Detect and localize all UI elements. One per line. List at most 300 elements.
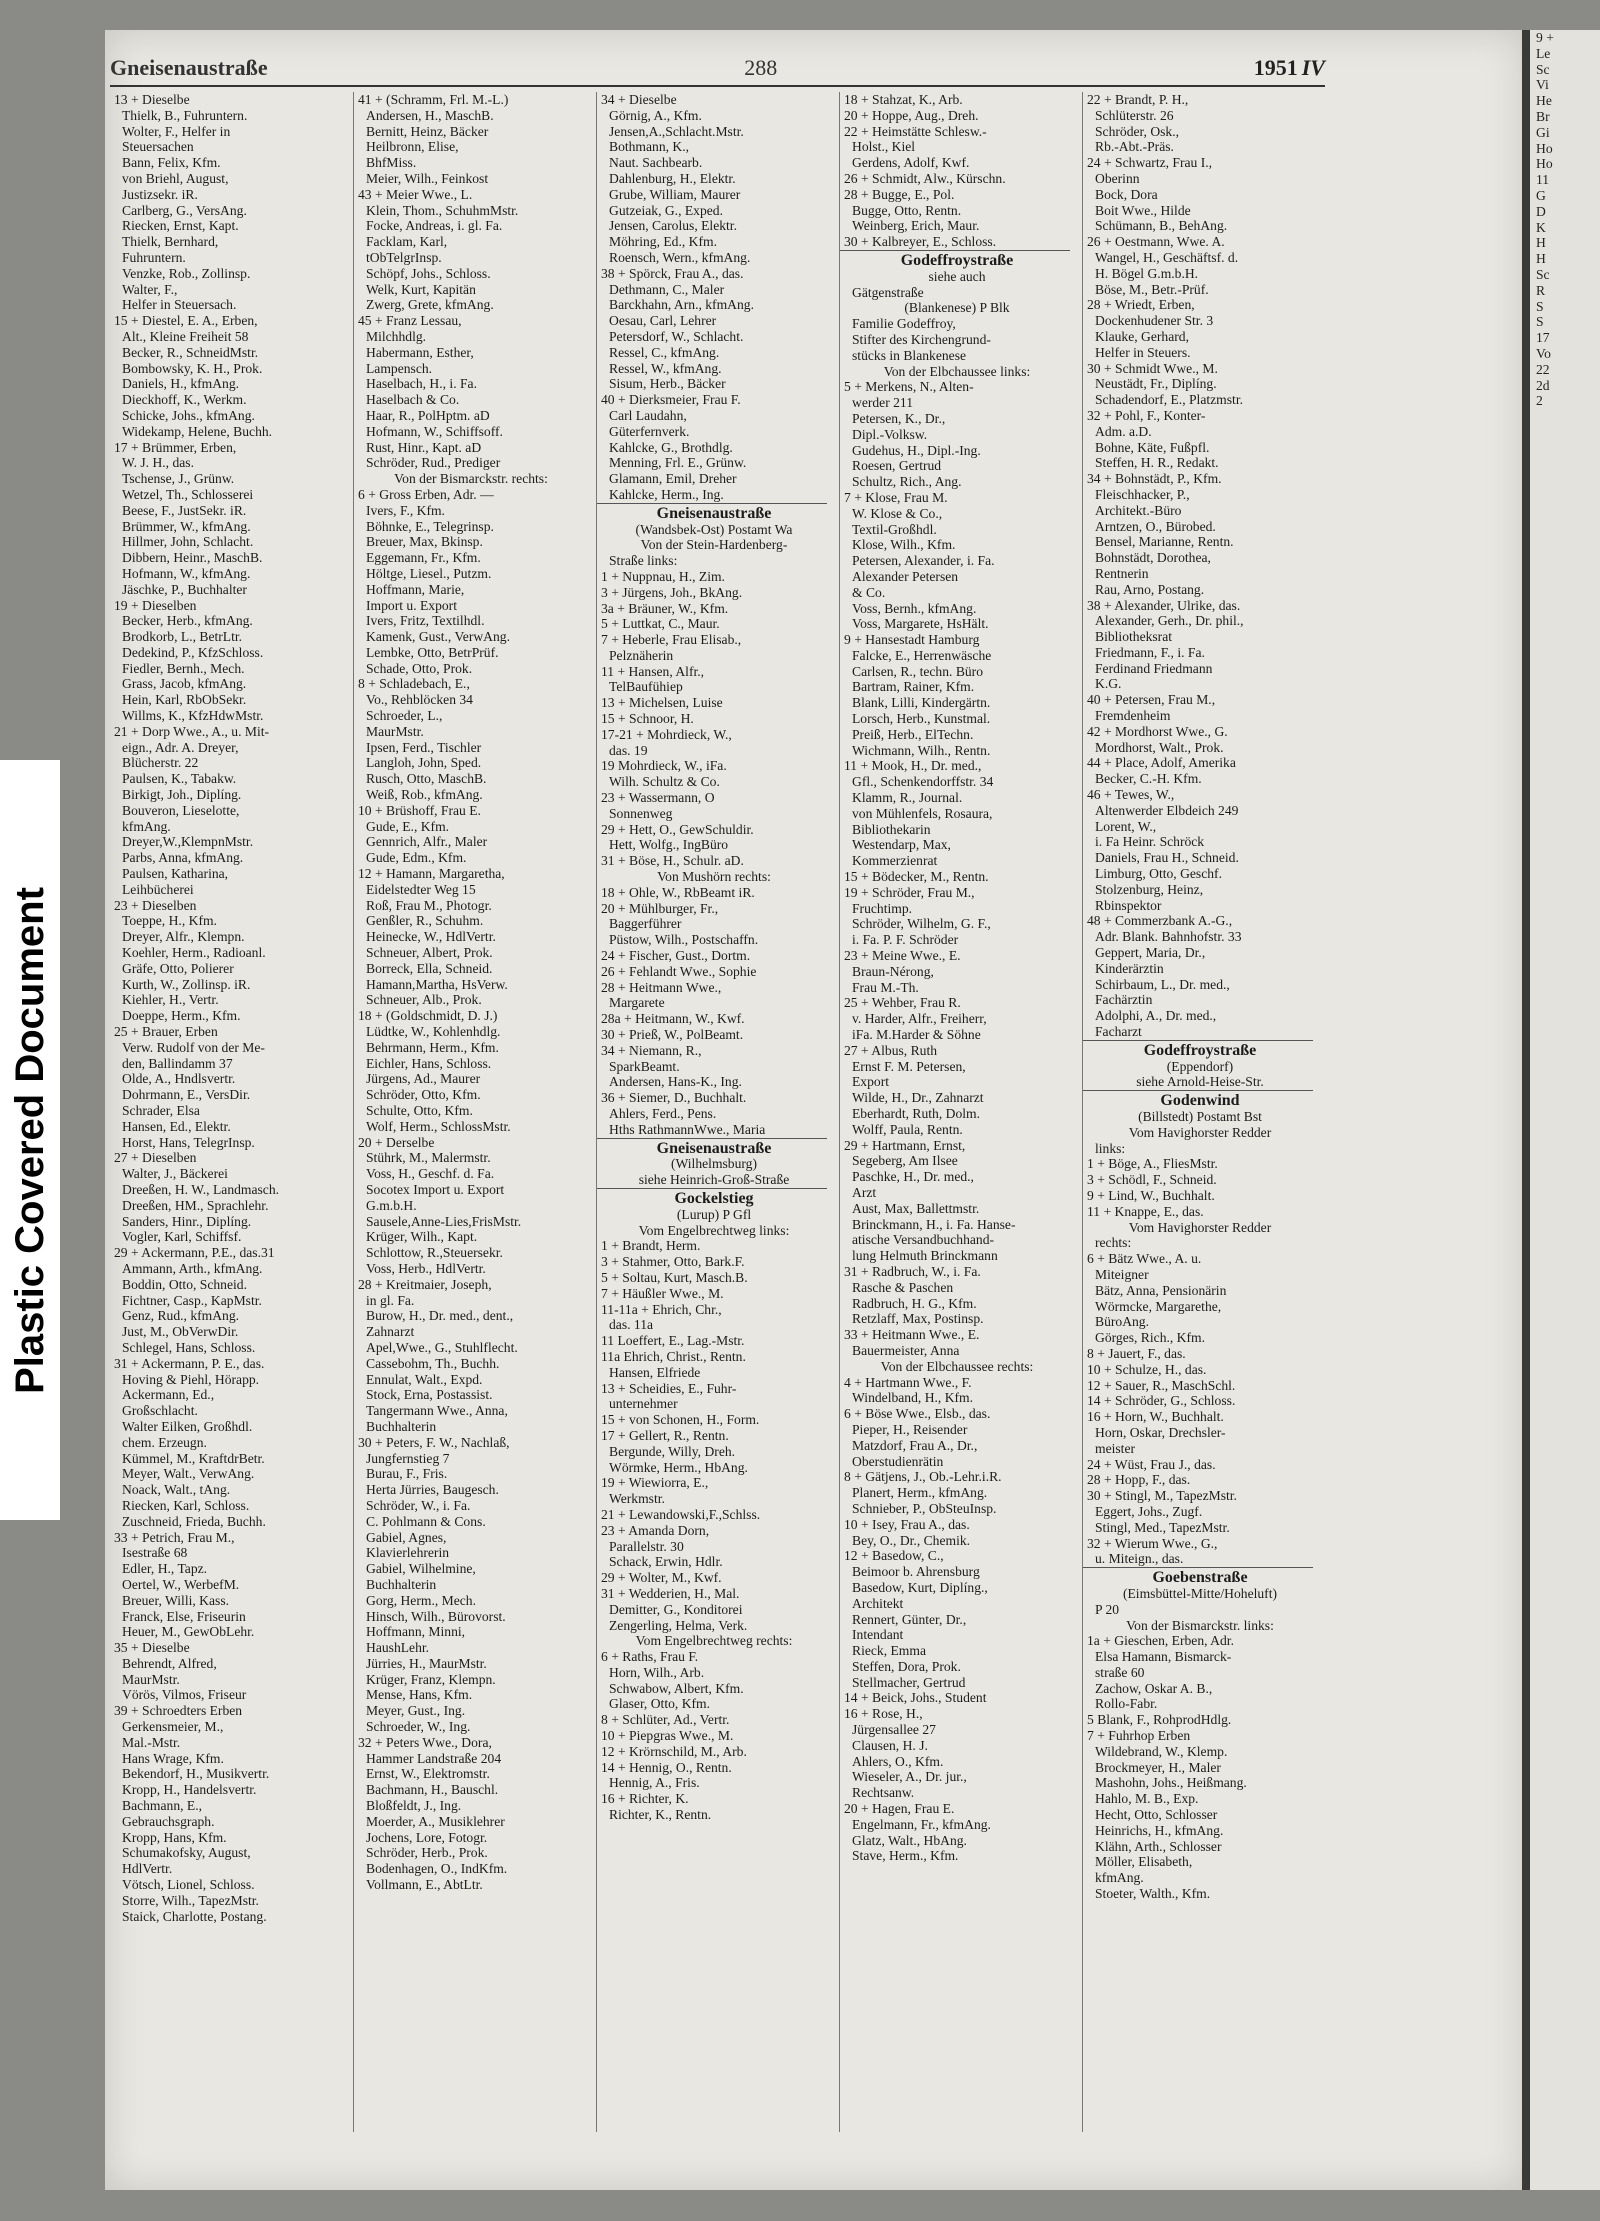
directory-line: Kamenk, Gust., VerwAng. <box>366 629 510 645</box>
directory-line: Arzt <box>852 1184 877 1200</box>
directory-line: 8 + Schladebach, E., <box>358 676 470 692</box>
directory-line: Genz, Rud., kfmAng. <box>122 1308 240 1324</box>
directory-line: Adr. Blank. Bahnhofstr. 33 <box>1095 929 1242 945</box>
directory-line: Geppert, Maria, Dr., <box>1095 945 1206 961</box>
directory-line: (Wilhelmsburg) <box>670 1156 758 1172</box>
directory-line: Bartram, Rainer, Kfm. <box>852 679 975 695</box>
directory-line: 34 + Bohnstädt, P., Kfm. <box>1087 471 1222 487</box>
directory-line: 8 + Gätjens, J., Ob.-Lehr.i.R. <box>844 1469 1002 1485</box>
directory-line: 15 + von Schonen, H., Form. <box>601 1412 760 1428</box>
directory-line: Alexander, Gerh., Dr. phil., <box>1095 613 1244 629</box>
directory-line: Vollmann, E., AbtLtr. <box>366 1877 483 1893</box>
directory-line: Dreeßen, HM., Sprachlehr. <box>122 1197 269 1213</box>
directory-line: Gräfe, Otto, Polierer <box>122 960 234 976</box>
side-label: Plastic Covered Document <box>7 886 52 1394</box>
directory-line: Bey, O., Dr., Chemik. <box>852 1532 971 1548</box>
directory-line: 11 Loeffert, E., Lag.-Mstr. <box>601 1333 745 1349</box>
directory-line: Von der Bismarckstr. links: <box>1126 1617 1274 1633</box>
directory-line: Ernst, W., Elektromstr. <box>366 1766 490 1782</box>
directory-line: Höltge, Liesel., Putzm. <box>366 565 492 581</box>
directory-line: Wolff, Paula, Rentn. <box>852 1121 963 1137</box>
directory-line: eign., Adr. A. Dreyer, <box>122 739 239 755</box>
directory-line: Horst, Hans, TelegrInsp. <box>122 1134 255 1150</box>
directory-line: Isestraße 68 <box>122 1545 188 1561</box>
directory-line: Lüdtke, W., Kohlenhdlg. <box>366 1024 501 1040</box>
directory-line: 14 + Beick, Johs., Student <box>844 1690 987 1706</box>
directory-line: Roß, Frau M., Photogr. <box>366 897 492 913</box>
directory-line: Friedmann, F., i. Fa. <box>1095 644 1205 660</box>
directory-line: Lembke, Otto, BetrPrüf. <box>366 644 499 660</box>
directory-line: Stingl, Med., TapezMstr. <box>1095 1519 1230 1535</box>
directory-line: 5 + Luttkat, C., Maur. <box>601 616 720 632</box>
directory-line: Zengerling, Helma, Verk. <box>609 1617 748 1633</box>
directory-line: Goebenstraße <box>1083 1567 1313 1586</box>
directory-line: Westendarp, Max, <box>852 837 951 853</box>
directory-line: MaurMstr. <box>366 723 424 739</box>
directory-line: links: <box>1095 1140 1126 1156</box>
directory-line: 30 + Prieß, W., PolBeamt. <box>601 1027 744 1043</box>
directory-line: 5 Blank, F., RohprodHdlg. <box>1087 1712 1232 1728</box>
directory-line: Jungfernstieg 7 <box>366 1450 450 1466</box>
directory-line: Burau, F., Fris. <box>366 1466 448 1482</box>
directory-line: Möhring, Ed., Kfm. <box>609 234 717 250</box>
directory-line: Stifter des Kirchengrund- <box>852 331 991 347</box>
directory-line: Dockenhudener Str. 3 <box>1095 313 1214 329</box>
directory-line: 8 + Schlüter, Ad., Vertr. <box>601 1712 730 1728</box>
directory-line: Hecht, Otto, Schlosser <box>1095 1807 1218 1823</box>
directory-line: Paulsen, Katharina, <box>122 866 229 882</box>
directory-line: Wichmann, Wilh., Rentn. <box>852 742 991 758</box>
directory-line: Kahlcke, G., Brothdlg. <box>609 439 733 455</box>
directory-line: Schnieber, P., ObSteuInsp. <box>852 1500 997 1516</box>
directory-line: 32 + Pohl, F., Konter- <box>1087 407 1206 423</box>
directory-line: Schwabow, Albert, Kfm. <box>609 1680 744 1696</box>
directory-line: Menning, Frl. E., Grünw. <box>609 455 747 471</box>
directory-line: Meyer, Gust., Ing. <box>366 1703 466 1719</box>
directory-line: Dedekind, P., KfzSchloss. <box>122 644 264 660</box>
directory-line: Gerdens, Adolf, Kwf. <box>852 155 970 171</box>
directory-line: 29 + Hett, O., GewSchuldir. <box>601 821 754 837</box>
directory-line: Rasche & Paschen <box>852 1279 954 1295</box>
directory-line: 32 + Wierum Wwe., G., <box>1087 1535 1218 1551</box>
directory-line: Bibliotheksrat <box>1095 629 1173 645</box>
directory-line: Schröder, Osk., <box>1095 123 1180 139</box>
directory-line: Holst., Kiel <box>852 139 916 155</box>
directory-line: 23 + Dieselben <box>114 897 197 913</box>
directory-line: Demitter, G., Konditorei <box>609 1601 743 1617</box>
directory-line: 28 + Hopp, F., das. <box>1087 1472 1191 1488</box>
directory-line: Borreck, Ella, Schneid. <box>366 960 493 976</box>
directory-line: Zachow, Oskar A. B., <box>1095 1680 1213 1696</box>
directory-line: 29 + Ackermann, P.E., das.31 <box>114 1245 275 1261</box>
directory-line: 3 + Stahmer, Otto, Bark.F. <box>601 1254 745 1270</box>
directory-line: 16 + Rose, H., <box>844 1706 923 1722</box>
directory-line: den, Ballindamm 37 <box>122 1055 233 1071</box>
directory-line: Bibliothekarin <box>852 821 931 837</box>
directory-line: Schneuer, Alb., Prok. <box>366 992 482 1008</box>
directory-line: Jochens, Lore, Fotogr. <box>366 1829 488 1845</box>
directory-line: stücks in Blankenese <box>852 347 967 363</box>
directory-line: C. Pohlmann & Cons. <box>366 1513 486 1529</box>
directory-line: Fuhruntern. <box>122 249 186 265</box>
directory-line: Jürgens, Ad., Maurer <box>366 1071 481 1087</box>
directory-line: Bergunde, Willy, Dreh. <box>609 1443 736 1459</box>
directory-line: 30 + Schmidt Wwe., M. <box>1087 360 1218 376</box>
directory-line: 24 + Fischer, Gust., Dortm. <box>601 948 751 964</box>
directory-line: Fleischhacker, P., <box>1095 486 1190 502</box>
directory-line: Vötsch, Lionel, Schloss. <box>122 1877 255 1893</box>
directory-line: 16 + Horn, W., Buchhalt. <box>1087 1409 1224 1425</box>
directory-line: siehe Arnold-Heise-Str. <box>1136 1074 1264 1090</box>
directory-line: Bauermeister, Anna <box>852 1342 960 1358</box>
strip-line: Vi <box>1536 77 1549 93</box>
directory-line: HaushLehr. <box>366 1640 430 1656</box>
directory-line: 19 + Wiewiorra, E., <box>601 1475 709 1491</box>
directory-line: Bachmann, E., <box>122 1798 203 1814</box>
directory-line: chem. Erzeugn. <box>122 1434 207 1450</box>
directory-line: Bann, Felix, Kfm. <box>122 155 221 171</box>
directory-line: Hennig, A., Fris. <box>609 1775 700 1791</box>
directory-line: Andersen, H., MaschB. <box>366 107 494 123</box>
directory-line: Riecken, Ernst, Kapt. <box>122 218 239 234</box>
directory-line: lung Helmuth Brinckmann <box>852 1248 998 1264</box>
directory-line: (Wandsbek-Ost) Postamt Wa <box>635 521 793 537</box>
directory-line: Sanders, Hinr., Diplíng. <box>122 1213 252 1229</box>
directory-line: Elsa Hamann, Bismarck- <box>1095 1649 1232 1665</box>
directory-line: Segeberg, Am Ilsee <box>852 1153 958 1169</box>
directory-line: Kurth, W., Zollinsp. iR. <box>122 976 251 992</box>
directory-line: Hamann,Martha, HsVerw. <box>366 976 508 992</box>
directory-line: Zuschneid, Frieda, Buchh. <box>122 1513 266 1529</box>
directory-line: Toeppe, H., Kfm. <box>122 913 217 929</box>
directory-line: Mal.-Mstr. <box>122 1734 181 1750</box>
directory-line: 48 + Commerzbank A.-G., <box>1087 913 1233 929</box>
directory-line: Schumakofsky, August, <box>122 1845 251 1861</box>
directory-line: Rbinspektor <box>1095 897 1162 913</box>
directory-line: 25 + Brauer, Erben <box>114 1024 218 1040</box>
directory-line: Blank, Lilli, Kindergärtn. <box>852 695 991 711</box>
directory-line: Voss, H., Geschf. d. Fa. <box>366 1166 495 1182</box>
directory-line: 1 + Nuppnau, H., Zim. <box>601 568 725 584</box>
directory-line: 11a Ehrich, Christ., Rentn. <box>601 1348 746 1364</box>
directory-line: Görges, Rich., Kfm. <box>1095 1330 1205 1346</box>
directory-line: Cassebohm, Th., Buchh. <box>366 1355 500 1371</box>
directory-line: 26 + Schmidt, Alw., Kürschn. <box>844 170 1006 186</box>
strip-line: H <box>1536 235 1546 251</box>
directory-line: Bothmann, K., <box>609 139 690 155</box>
directory-line: 3 + Jürgens, Joh., BkAng. <box>601 584 743 600</box>
directory-line: Wildebrand, W., Klemp. <box>1095 1743 1228 1759</box>
directory-line: Bock, Dora <box>1095 186 1158 202</box>
directory-line: 45 + Franz Lessau, <box>358 313 462 329</box>
directory-line: Bernitt, Heinz, Bäcker <box>366 123 489 139</box>
directory-line: Burow, H., Dr. med., dent., <box>366 1308 514 1324</box>
directory-line: Hoving & Piehl, Hörapp. <box>122 1371 260 1387</box>
strip-line: Sc <box>1536 266 1550 282</box>
directory-line: Kahlcke, Herm., Ing. <box>609 486 724 502</box>
page-number: 288 <box>744 55 778 80</box>
directory-line: Ahlers, O., Kfm. <box>852 1753 944 1769</box>
directory-line: Vogler, Karl, Schiffsf. <box>122 1229 242 1245</box>
directory-line: Schicke, Johs., kfmAng. <box>122 407 255 423</box>
directory-line: Meyer, Walt., VerwAng. <box>122 1466 255 1482</box>
directory-line: Bensel, Marianne, Rentn. <box>1095 534 1234 550</box>
directory-line: 17 + Gellert, R., Rentn. <box>601 1427 729 1443</box>
directory-line: Dohrmann, E., VersDir. <box>122 1087 251 1103</box>
directory-line: Klähn, Arth., Schlosser <box>1095 1838 1222 1854</box>
directory-line: 33 + Petrich, Frau M., <box>114 1529 235 1545</box>
directory-line: Ferdinand Friedmann <box>1095 660 1213 676</box>
directory-line: Kümmel, M., KraftdrBetr. <box>122 1450 265 1466</box>
directory-line: Meier, Wilh., Feinkost <box>366 170 489 186</box>
directory-line: Fichtner, Casp., KapMstr. <box>122 1292 262 1308</box>
strip-line: Ho <box>1536 140 1553 156</box>
directory-line: Eggert, Johs., Zugf. <box>1095 1503 1203 1519</box>
strip-line: 9 + <box>1536 30 1554 45</box>
directory-line: Schröder, Wilhelm, G. F., <box>852 916 991 932</box>
directory-line: Storre, Wilh., TapezMstr. <box>122 1892 259 1908</box>
directory-line: 14 + Hennig, O., Rentn. <box>601 1759 732 1775</box>
header-year-volume <box>1254 55 1325 81</box>
directory-line: 30 + Kalbreyer, E., Schloss. <box>844 234 997 250</box>
directory-line: 4 + Hartmann Wwe., F. <box>844 1374 972 1390</box>
directory-line: Brockmeyer, H., Maler <box>1095 1759 1221 1775</box>
directory-line: Steuersachen <box>122 139 194 155</box>
directory-line: Klamm, R., Journal. <box>852 790 963 806</box>
directory-line: siehe Heinrich-Groß-Straße <box>638 1172 790 1188</box>
directory-line: Kinderärztin <box>1095 960 1164 976</box>
directory-line: Görnig, A., Kfm. <box>609 107 702 123</box>
directory-line: Schneuer, Albert, Prok. <box>366 945 493 961</box>
directory-line: Aust, Max, Ballettmstr. <box>852 1200 980 1216</box>
directory-line: u. Miteign., das. <box>1095 1551 1184 1567</box>
directory-line: 23 + Meine Wwe., E. <box>844 948 961 964</box>
directory-line: Grube, William, Maurer <box>609 186 741 202</box>
directory-line: Fiedler, Bernh., Mech. <box>122 660 245 676</box>
directory-line: Rau, Arno, Postang. <box>1095 581 1205 597</box>
directory-line: 35 + Dieselbe <box>114 1640 190 1656</box>
directory-line: Wangel, H., Geschäftsf. d. <box>1095 249 1239 265</box>
strip-line: S <box>1536 298 1544 314</box>
directory-line: 31 + Böse, H., Schulr. aD. <box>601 853 744 869</box>
directory-line: 27 + Albus, Ruth <box>844 1042 938 1058</box>
directory-line: (Eppendorf) <box>1166 1058 1234 1074</box>
directory-line: Jäschke, P., Buchhalter <box>122 581 247 597</box>
strip-line: Br <box>1536 108 1550 124</box>
directory-line: Breuer, Willi, Kass. <box>122 1592 230 1608</box>
directory-line: Import u. Export <box>366 597 457 613</box>
directory-line: Rechtsanw. <box>852 1785 915 1801</box>
directory-line: Schade, Otto, Prok. <box>366 660 473 676</box>
directory-line: 31 + Wedderien, H., Mal. <box>601 1585 740 1601</box>
directory-line: Schlegel, Hans, Schloss. <box>122 1339 256 1355</box>
directory-line: Brinckmann, H., i. Fa. Hanse- <box>852 1216 1016 1232</box>
directory-line: Alexander Petersen <box>852 568 959 584</box>
directory-line: Jürgensallee 27 <box>852 1722 936 1738</box>
directory-line: Stolzenburg, Heinz, <box>1095 881 1204 897</box>
directory-line: Hett, Wolfg., IngBüro <box>609 837 729 853</box>
directory-line: Hillmer, John, Schlacht. <box>122 534 254 550</box>
directory-line: meister <box>1095 1440 1136 1456</box>
directory-line: 30 + Peters, F. W., Nachlaß, <box>358 1434 510 1450</box>
directory-line: Hahlo, M. B., Exp. <box>1095 1791 1199 1807</box>
directory-line: 6 + Gross Erben, Adr. — <box>358 486 494 502</box>
directory-line: Arntzen, O., Bürobed. <box>1095 518 1216 534</box>
directory-line: 15 + Schnoor, H. <box>601 711 694 727</box>
directory-line: Schultz, Rich., Ang. <box>852 474 962 490</box>
directory-line: Milchhdlg. <box>366 328 427 344</box>
directory-line: Bodenhagen, O., IndKfm. <box>366 1861 508 1877</box>
directory-line: Zahnarzt <box>366 1324 415 1340</box>
directory-line: Heilbronn, Elise, <box>366 139 459 155</box>
directory-line: Thielk, B., Fuhruntern. <box>122 107 248 123</box>
directory-line: W. J. H., das. <box>122 455 194 471</box>
directory-line: v. Harder, Alfr., Freiherr, <box>852 1011 987 1027</box>
directory-line: 12 + Basedow, C., <box>844 1548 944 1564</box>
strip-line: Vo <box>1536 345 1551 361</box>
directory-line: Zwerg, Grete, kfmAng. <box>366 297 494 313</box>
directory-line: 46 + Tewes, W., <box>1087 787 1175 803</box>
strip-line: K <box>1536 219 1546 235</box>
directory-line: Kiehler, H., Vertr. <box>122 992 219 1008</box>
directory-line: Fruchtimp. <box>852 900 913 916</box>
directory-line: werder 211 <box>852 395 914 411</box>
book-binding <box>1522 30 1530 2190</box>
strip-line: D <box>1536 203 1546 219</box>
directory-line: Ennulat, Walt., Expd. <box>366 1371 483 1387</box>
column-2 <box>353 92 584 2132</box>
directory-line: Koehler, Herm., Radioanl. <box>122 945 266 961</box>
directory-line: Fremdenheim <box>1095 708 1171 724</box>
directory-line: Schack, Erwin, Hdlr. <box>609 1554 723 1570</box>
directory-line: Püstow, Wilh., Postschaffn. <box>609 932 759 948</box>
directory-columns <box>110 92 1325 2132</box>
directory-line: Schirbaum, L., Dr. med., <box>1095 976 1230 992</box>
directory-line: 7 + Klose, Frau M. <box>844 489 948 505</box>
directory-line: 13 + Dieselbe <box>114 92 190 107</box>
directory-line: Godeffroystraße <box>840 250 1070 269</box>
directory-line: Architekt <box>852 1595 904 1611</box>
directory-line: Barckhahn, Arn., kfmAng. <box>609 297 754 313</box>
directory-line: rechts: <box>1095 1235 1132 1251</box>
directory-line: Petersen, K., Dr., <box>852 410 946 426</box>
directory-line: 28 + Kreitmaier, Joseph, <box>358 1276 492 1292</box>
directory-line: Dethmann, C., Maler <box>609 281 725 297</box>
directory-line: Jürries, H., MaurMstr. <box>366 1655 487 1671</box>
directory-line: Von Mushörn rechts: <box>657 869 771 885</box>
directory-line: Focke, Andreas, i. gl. Fa. <box>366 218 503 234</box>
directory-line: 5 + Merkens, N., Alten- <box>844 379 974 395</box>
directory-line: Socotex Import u. Export <box>366 1181 505 1197</box>
column-5 <box>1082 92 1313 2132</box>
directory-line: Dibbern, Heinr., MaschB. <box>122 550 263 566</box>
directory-line: Naut. Sachbearb. <box>609 155 703 171</box>
directory-line: Weiß, Rob., kfmAng. <box>366 787 483 803</box>
directory-line: 40 + Petersen, Frau M., <box>1087 692 1216 708</box>
side-label-panel <box>0 760 60 1520</box>
directory-line: 10 + Piepgras Wwe., M. <box>601 1728 734 1744</box>
directory-line: Helfer in Steuers. <box>1095 344 1191 360</box>
next-page-strip <box>1530 30 1600 2190</box>
directory-line: Ipsen, Ferd., Tischler <box>366 739 482 755</box>
directory-line: Oberinn <box>1095 170 1140 186</box>
strip-line: R <box>1536 282 1546 298</box>
directory-line: Lorsch, Herb., Kunstmal. <box>852 711 991 727</box>
directory-line: Werkmstr. <box>609 1491 665 1507</box>
directory-line: 28 + Heitmann Wwe., <box>601 979 722 995</box>
directory-line: P 20 <box>1095 1601 1120 1617</box>
directory-line: Güterfernverk. <box>609 423 690 439</box>
directory-line: Moerder, A., Musiklehrer <box>366 1813 505 1829</box>
directory-line: Rollo-Fabr. <box>1095 1696 1158 1712</box>
directory-line: 18 + (Goldschmidt, D. J.) <box>358 1008 498 1024</box>
directory-line: Gutzeiak, G., Exped. <box>609 202 724 218</box>
directory-line: Blücherstr. 22 <box>122 755 199 771</box>
directory-line: Becker, Herb., kfmAng. <box>122 613 253 629</box>
directory-line: & Co. <box>852 584 886 600</box>
directory-line: Jensen,A.,Schlacht.Mstr. <box>609 123 744 139</box>
strip-line: Gi <box>1536 124 1550 140</box>
directory-line: Hths RathmannWwe., Maria <box>609 1121 766 1137</box>
directory-line: tObTelgrInsp. <box>366 249 442 265</box>
directory-line: 11-11a + Ehrich, Chr., <box>601 1301 722 1317</box>
directory-line: 28a + Heitmann, W., Kwf. <box>601 1011 745 1027</box>
column-4 <box>839 92 1070 2132</box>
directory-line: Schrader, Elsa <box>122 1103 200 1118</box>
directory-line: Böhnke, E., Telegrinsp. <box>366 518 494 534</box>
directory-line: Dahlenburg, H., Elektr. <box>609 170 736 186</box>
directory-line: Mense, Hans, Kfm. <box>366 1687 473 1703</box>
directory-line: Buchhalterin <box>366 1576 437 1592</box>
directory-line: Textil-Großhdl. <box>852 521 937 537</box>
directory-line: Windelband, H., Kfm. <box>852 1390 974 1406</box>
directory-line: 11 + Knappe, E., das. <box>1087 1203 1204 1219</box>
directory-line: Wilh. Schultz & Co. <box>609 774 720 790</box>
directory-line: Gabiel, Wilhelmine, <box>366 1561 476 1577</box>
directory-line: Langloh, John, Sped. <box>366 755 482 771</box>
directory-line: Böse, M., Betr.-Prüf. <box>1095 281 1209 297</box>
directory-line: Walter, F., <box>122 281 178 297</box>
directory-line: Glatz, Walt., HbAng. <box>852 1832 967 1848</box>
directory-line: 29 + Wolter, M., Kwf. <box>601 1570 722 1586</box>
directory-line: atische Versandbuchhand- <box>852 1232 995 1248</box>
directory-line: Von der Elbchaussee rechts: <box>880 1358 1034 1374</box>
directory-line: Limburg, Otto, Geschf. <box>1095 866 1222 882</box>
directory-line: Walter Eilken, Großhdl. <box>122 1418 253 1434</box>
strip-line: G <box>1536 187 1546 203</box>
directory-line: Intendant <box>852 1627 904 1643</box>
directory-line: 9 + Lind, W., Buchhalt. <box>1087 1187 1215 1203</box>
strip-line: 17 <box>1536 330 1550 346</box>
directory-line: 20 + Mühlburger, Fr., <box>601 900 719 916</box>
directory-line: Genßler, R., Schuhm. <box>366 913 484 929</box>
directory-line: Bloßfeldt, J., Ing. <box>366 1798 462 1814</box>
directory-line: 39 + Schroedters Erben <box>114 1703 243 1719</box>
directory-line: 7 + Heberle, Frau Elisab., <box>601 632 742 648</box>
directory-line: Rentnerin <box>1095 565 1149 581</box>
directory-line: 34 + Niemann, R., <box>601 1042 702 1058</box>
directory-line: 19 + Dieselben <box>114 597 197 613</box>
directory-line: Bouveron, Lieselotte, <box>122 802 240 818</box>
directory-line: 21 + Lewandowski,F.,Schlss. <box>601 1506 761 1522</box>
directory-line: Boit Wwe., Hilde <box>1095 202 1191 218</box>
strip-line: 2 <box>1536 393 1543 409</box>
directory-line: Dipl.-Volksw. <box>852 426 928 442</box>
directory-line: Schröder, W., i. Fa. <box>366 1497 471 1513</box>
directory-line: Hammer Landstraße 204 <box>366 1750 502 1766</box>
directory-line: Facharzt <box>1095 1024 1142 1040</box>
directory-line: Vom Havighorster Redder <box>1128 1124 1272 1140</box>
